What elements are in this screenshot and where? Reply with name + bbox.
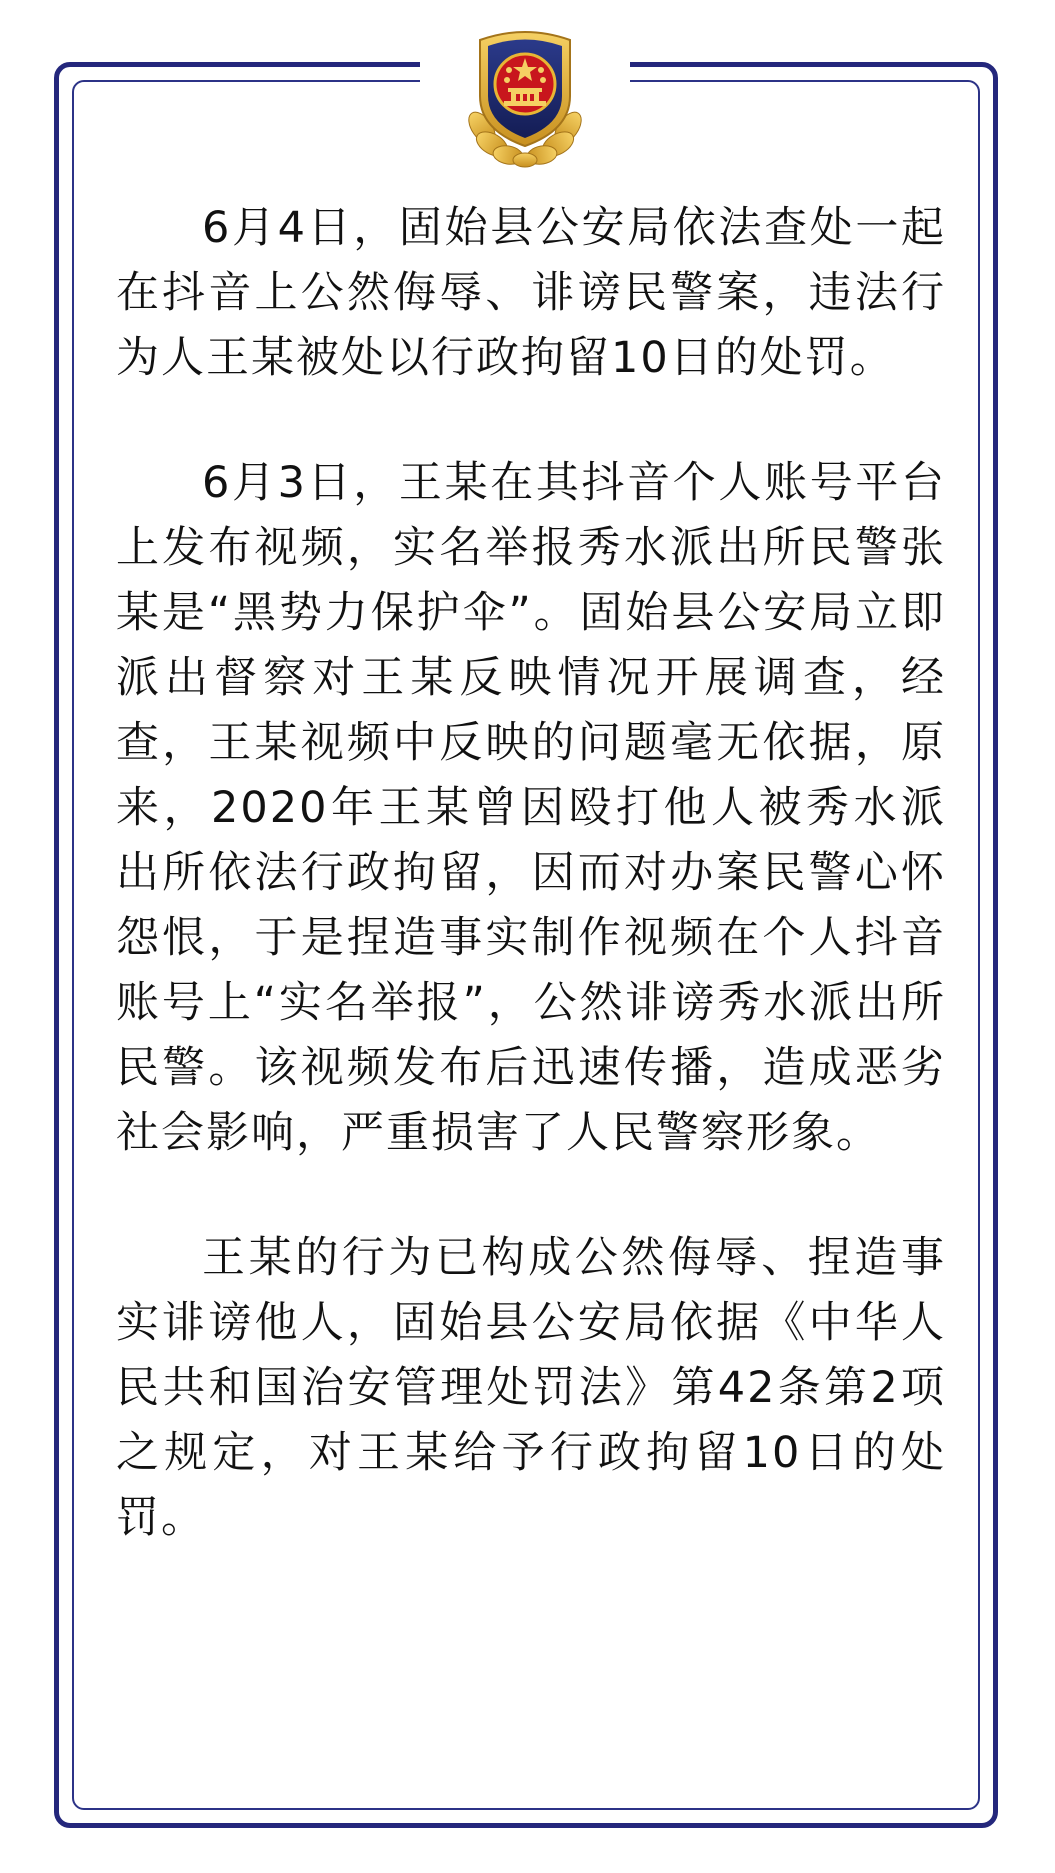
article-body — [116, 196, 946, 1611]
article-paragraph-2: 6月3日，王某在其抖音个人账号平台上发布视频，实名举报秀水派出所民警张某是“黑势力保护伞”。固始县公安局立即派出督察对王某反映情况开展调查，经查，王某视频中反映的问题毫无依据，原来，2020年王某曾因殴打他人被秀水派出所依法行政拘留，因而对办案民警心怀怨恨，于是捏造事实制作视频在个人抖音账号上“实名举报”，公然诽谤秀水派出所民警。该视频发布后迅速传播，造成恶劣社会影响，严重损害了人民警察形象。 — [116, 458, 946, 1158]
police-emblem-icon — [460, 18, 590, 168]
article-paragraph-1: 6月4日，固始县公安局依法查处一起在抖音上公然侮辱、诽谤民警案，违法行为人王某被处以行政拘留10日的处罚。 — [116, 203, 946, 383]
article-paragraph-3: 王某的行为已构成公然侮辱、捏造事实诽谤他人，固始县公安局依据《中华人民共和国治安管理处罚法》第42条第2项之规定，对王某给予行政拘留10日的处罚。 — [116, 1233, 946, 1543]
